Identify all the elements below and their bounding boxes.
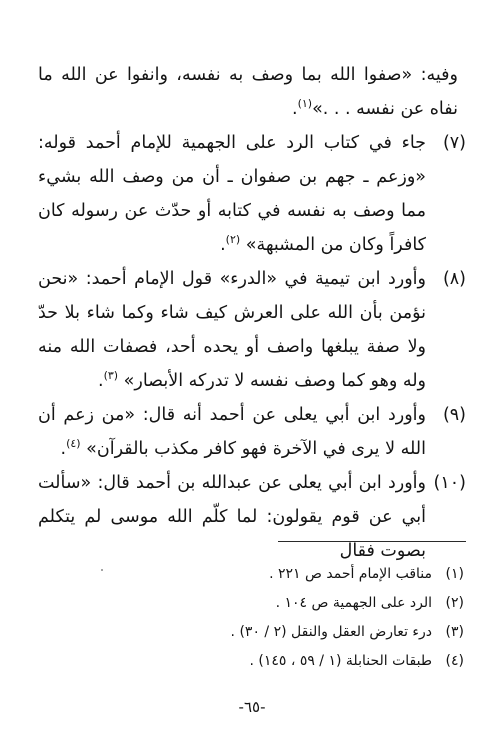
paragraph-text: وأورد ابن تيمية في «الدرء» قول الإمام أحمد: «نحن نؤمن بأن الله على العرش كيف شاء وكما شاء بلا حدّ ولا صفة يبلغها واصف أو يحده أحد، فصفات الله منه وله وهو كما وصف نفسه لا تدركه الأبصار» — [38, 269, 426, 391]
paragraph-9 — [38, 398, 466, 466]
paragraph-text: وأورد ابن أبي يعلى عن عبدالله بن أحمد قال: «سألت أبي عن قوم يقولون: لما كلّم الله موسى لم يتكلم بصوت فقال — [38, 473, 426, 561]
paragraph-continuation — [38, 58, 466, 126]
footnote-item — [44, 647, 464, 676]
paragraph-8 — [38, 262, 466, 398]
paragraph-text: وفيه: «صفوا الله بما وصف به نفسه، وانفوا عن الله ما نفاه عن نفسه . . .» — [38, 65, 458, 119]
paragraph-end-punct: . — [60, 439, 67, 459]
footnote-text: مناقب الإمام أحمد ص ٢٢١ . — [269, 566, 432, 582]
paragraph-number: (٨) — [442, 269, 466, 289]
footnote-text: الرد على الجهمية ص ١٠٤ . — [275, 595, 432, 611]
footnote-item — [44, 618, 464, 647]
footnote-text: درء تعارض العقل والنقل (٢ / ٣٠) . — [230, 624, 432, 640]
paragraph-10 — [38, 466, 466, 568]
paragraph-number: (٧) — [442, 133, 466, 153]
footnote-item — [44, 560, 464, 589]
main-text — [38, 58, 466, 568]
footnote-ref[interactable]: (٢) — [225, 233, 241, 247]
footnotes — [44, 560, 464, 676]
footnote-ref[interactable]: (١) — [297, 97, 313, 111]
paragraph-number: (١٠) — [433, 473, 466, 493]
paragraph-end-punct: . — [291, 99, 298, 119]
footnote-ref[interactable]: (٤) — [66, 437, 81, 451]
footnote-number: (٣) — [445, 624, 464, 640]
footnote-text: طبقات الحنابلة (١ / ٥٩ ، ١٤٥) . — [249, 653, 432, 669]
footnote-number: (٢) — [445, 595, 464, 611]
footnote-item — [44, 589, 464, 618]
paragraph-text: وأورد ابن أبي يعلى عن أحمد أنه قال: «من زعم أن الله لا يرى في الآخرة فهو كافر مكذب بالقرآن» — [38, 405, 426, 459]
footnote-ref[interactable]: (٣) — [103, 369, 119, 383]
paragraph-text: جاء في كتاب الرد على الجهمية للإمام أحمد قوله: «وزعم ـ جهم بن صفوان ـ أن من وصف الله بشيء مما وصف به نفسه في كتابه أو حدّث عن رسوله كان كافراً وكان من المشبهة» — [38, 133, 426, 255]
footnote-number: (٤) — [445, 653, 464, 669]
paragraph-number: (٩) — [442, 405, 466, 425]
paragraph-end-punct: . — [220, 235, 226, 255]
paragraph-end-punct: . — [98, 371, 104, 391]
paragraph-7 — [38, 126, 466, 262]
footnote-number: (١) — [445, 566, 464, 582]
page-number: -٦٥- — [238, 698, 266, 716]
footnote-divider — [278, 541, 466, 542]
